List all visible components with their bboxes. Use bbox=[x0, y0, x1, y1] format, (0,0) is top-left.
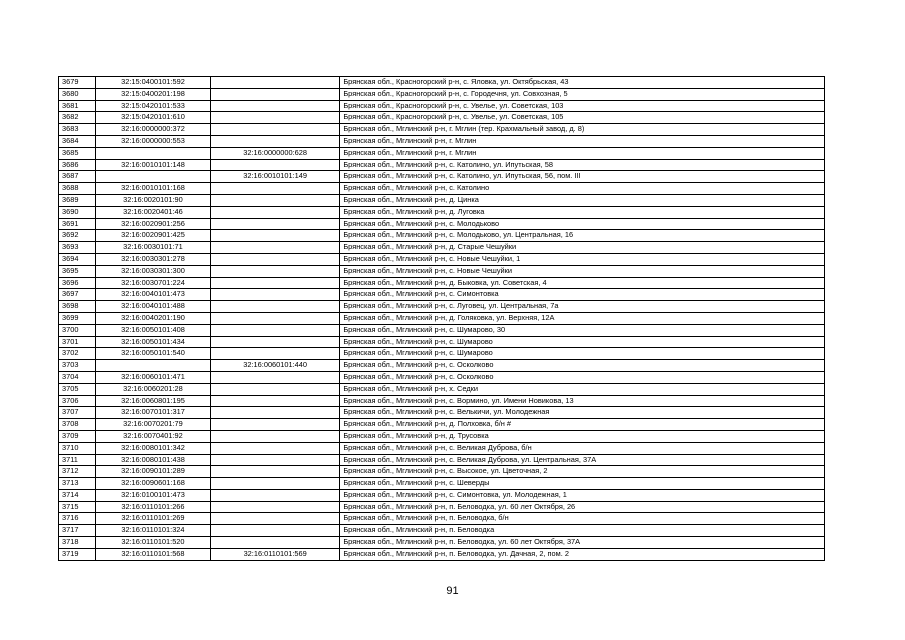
row-number-cell: 3681 bbox=[59, 100, 96, 112]
row-number-cell: 3682 bbox=[59, 112, 96, 124]
address-cell: Брянская обл., Мглинский р-н, с. Шумарово bbox=[340, 348, 825, 360]
row-number-cell: 3696 bbox=[59, 277, 96, 289]
row-number-cell: 3697 bbox=[59, 289, 96, 301]
parent-cadastral-number-cell bbox=[210, 324, 339, 336]
address-cell: Брянская обл., Мглинский р-н, с. Шумарово bbox=[340, 336, 825, 348]
row-number-cell: 3698 bbox=[59, 301, 96, 313]
table-row bbox=[59, 88, 825, 100]
table-row bbox=[59, 430, 825, 442]
cadastral-number-cell: 32:16:0100101:473 bbox=[95, 489, 210, 501]
row-number-cell: 3711 bbox=[59, 454, 96, 466]
row-number-cell: 3685 bbox=[59, 147, 96, 159]
table-row bbox=[59, 513, 825, 525]
address-cell: Брянская обл., Мглинский р-н, д. Быковка, ул. Советская, 4 bbox=[340, 277, 825, 289]
table-row bbox=[59, 218, 825, 230]
parent-cadastral-number-cell bbox=[210, 206, 339, 218]
address-cell: Брянская обл., Мглинский р-н, с. Шеверды bbox=[340, 478, 825, 490]
table-row bbox=[59, 301, 825, 313]
table-row bbox=[59, 489, 825, 501]
parent-cadastral-number-cell bbox=[210, 395, 339, 407]
parent-cadastral-number-cell bbox=[210, 230, 339, 242]
row-number-cell: 3688 bbox=[59, 183, 96, 195]
parent-cadastral-number-cell bbox=[210, 312, 339, 324]
cadastral-number-cell: 32:16:0030101:71 bbox=[95, 242, 210, 254]
table-row bbox=[59, 407, 825, 419]
table-row bbox=[59, 230, 825, 242]
parent-cadastral-number-cell bbox=[210, 489, 339, 501]
address-cell: Брянская обл., Мглинский р-н, с. Вормино, ул. Имени Новикова, 13 bbox=[340, 395, 825, 407]
address-cell: Брянская обл., Мглинский р-н, с. Луговец, ул. Центральная, 7а bbox=[340, 301, 825, 313]
row-number-cell: 3713 bbox=[59, 478, 96, 490]
cadastral-number-cell: 32:16:0010101:168 bbox=[95, 183, 210, 195]
table-row bbox=[59, 478, 825, 490]
parent-cadastral-number-cell bbox=[210, 466, 339, 478]
cadastral-number-cell: 32:16:0030301:300 bbox=[95, 265, 210, 277]
row-number-cell: 3679 bbox=[59, 77, 96, 89]
cadastral-number-cell bbox=[95, 171, 210, 183]
cadastral-number-cell: 32:16:0090601:168 bbox=[95, 478, 210, 490]
table-row bbox=[59, 537, 825, 549]
row-number-cell: 3690 bbox=[59, 206, 96, 218]
table-row bbox=[59, 242, 825, 254]
parent-cadastral-number-cell bbox=[210, 112, 339, 124]
address-cell: Брянская обл., Мглинский р-н, с. Новые Чешуйки bbox=[340, 265, 825, 277]
table-row bbox=[59, 171, 825, 183]
table-row bbox=[59, 194, 825, 206]
row-number-cell: 3691 bbox=[59, 218, 96, 230]
parent-cadastral-number-cell bbox=[210, 301, 339, 313]
parent-cadastral-number-cell bbox=[210, 430, 339, 442]
parent-cadastral-number-cell bbox=[210, 135, 339, 147]
row-number-cell: 3702 bbox=[59, 348, 96, 360]
row-number-cell: 3686 bbox=[59, 159, 96, 171]
address-cell: Брянская обл., Мглинский р-н, с. Осколково bbox=[340, 360, 825, 372]
parent-cadastral-number-cell bbox=[210, 442, 339, 454]
address-cell: Брянская обл., Мглинский р-н, с. Католино, ул. Ипутьская, 58 bbox=[340, 159, 825, 171]
row-number-cell: 3680 bbox=[59, 88, 96, 100]
cadastral-number-cell: 32:16:0050101:540 bbox=[95, 348, 210, 360]
row-number-cell: 3684 bbox=[59, 135, 96, 147]
row-number-cell: 3714 bbox=[59, 489, 96, 501]
address-cell: Брянская обл., Мглинский р-н, с. Великая Дуброва, ул. Центральная, 37А bbox=[340, 454, 825, 466]
row-number-cell: 3716 bbox=[59, 513, 96, 525]
parent-cadastral-number-cell bbox=[210, 194, 339, 206]
table-row bbox=[59, 360, 825, 372]
address-cell: Брянская обл., Мглинский р-н, с. Молодьково bbox=[340, 218, 825, 230]
cadastral-number-cell: 32:16:0000000:372 bbox=[95, 124, 210, 136]
parent-cadastral-number-cell bbox=[210, 277, 339, 289]
address-cell: Брянская обл., Мглинский р-н, п. Беловодка, ул. Дачная, 2, пом. 2 bbox=[340, 548, 825, 560]
cadastral-number-cell: 32:16:0050101:434 bbox=[95, 336, 210, 348]
cadastral-number-cell: 32:16:0090101:289 bbox=[95, 466, 210, 478]
table-row bbox=[59, 348, 825, 360]
address-cell: Брянская обл., Мглинский р-н, с. Молодьково, ул. Центральная, 16 bbox=[340, 230, 825, 242]
row-number-cell: 3694 bbox=[59, 253, 96, 265]
row-number-cell: 3704 bbox=[59, 371, 96, 383]
row-number-cell: 3712 bbox=[59, 466, 96, 478]
parent-cadastral-number-cell bbox=[210, 501, 339, 513]
table-row bbox=[59, 383, 825, 395]
address-cell: Брянская обл., Мглинский р-н, с. Симонтовка bbox=[340, 289, 825, 301]
address-cell: Брянская обл., Мглинский р-н, с. Новые Чешуйки, 1 bbox=[340, 253, 825, 265]
address-cell: Брянская обл., Мглинский р-н, с. Католино, ул. Ипутьская, 56, пом. III bbox=[340, 171, 825, 183]
row-number-cell: 3710 bbox=[59, 442, 96, 454]
row-number-cell: 3689 bbox=[59, 194, 96, 206]
address-cell: Брянская обл., Мглинский р-н, п. Беловодка, ул. 60 лет Октября, 37А bbox=[340, 537, 825, 549]
cadastral-number-cell: 32:16:0040101:488 bbox=[95, 301, 210, 313]
parent-cadastral-number-cell bbox=[210, 513, 339, 525]
parent-cadastral-number-cell bbox=[210, 253, 339, 265]
parent-cadastral-number-cell bbox=[210, 336, 339, 348]
cadastral-number-cell: 32:16:0060101:471 bbox=[95, 371, 210, 383]
cadastral-number-cell: 32:16:0070201:79 bbox=[95, 419, 210, 431]
table-row bbox=[59, 265, 825, 277]
row-number-cell: 3708 bbox=[59, 419, 96, 431]
address-cell: Брянская обл., Мглинский р-н, с. Шумарово, 30 bbox=[340, 324, 825, 336]
table-row bbox=[59, 77, 825, 89]
table-row bbox=[59, 277, 825, 289]
row-number-cell: 3695 bbox=[59, 265, 96, 277]
address-cell: Брянская обл., Мглинский р-н, п. Беловодка, ул. 60 лет Октября, 26 bbox=[340, 501, 825, 513]
row-number-cell: 3700 bbox=[59, 324, 96, 336]
cadastral-number-cell: 32:16:0070401:92 bbox=[95, 430, 210, 442]
parent-cadastral-number-cell bbox=[210, 537, 339, 549]
table-body bbox=[59, 77, 825, 561]
table-row bbox=[59, 135, 825, 147]
cadastral-number-cell: 32:16:0080101:438 bbox=[95, 454, 210, 466]
cadastral-number-cell: 32:16:0020901:425 bbox=[95, 230, 210, 242]
table-row bbox=[59, 525, 825, 537]
table-row bbox=[59, 159, 825, 171]
parent-cadastral-number-cell: 32:16:0010101:149 bbox=[210, 171, 339, 183]
table-row bbox=[59, 147, 825, 159]
table-row bbox=[59, 312, 825, 324]
address-cell: Брянская обл., Мглинский р-н, с. Великая Дуброва, б/н bbox=[340, 442, 825, 454]
parent-cadastral-number-cell bbox=[210, 289, 339, 301]
row-number-cell: 3703 bbox=[59, 360, 96, 372]
parent-cadastral-number-cell bbox=[210, 100, 339, 112]
cadastral-number-cell: 32:16:0010101:148 bbox=[95, 159, 210, 171]
cadastral-number-cell: 32:16:0110101:520 bbox=[95, 537, 210, 549]
table-row bbox=[59, 112, 825, 124]
table-row bbox=[59, 454, 825, 466]
parent-cadastral-number-cell: 32:16:0060101:440 bbox=[210, 360, 339, 372]
parent-cadastral-number-cell: 32:16:0110101:569 bbox=[210, 548, 339, 560]
address-cell: Брянская обл., Мглинский р-н, д. Трусовка bbox=[340, 430, 825, 442]
parent-cadastral-number-cell bbox=[210, 407, 339, 419]
address-cell: Брянская обл., Мглинский р-н, д. Голяковка, ул. Верхняя, 12А bbox=[340, 312, 825, 324]
cadastral-number-cell: 32:16:0060201:28 bbox=[95, 383, 210, 395]
row-number-cell: 3706 bbox=[59, 395, 96, 407]
cadastral-number-cell: 32:16:0030301:278 bbox=[95, 253, 210, 265]
row-number-cell: 3709 bbox=[59, 430, 96, 442]
parent-cadastral-number-cell bbox=[210, 371, 339, 383]
address-cell: Брянская обл., Мглинский р-н, д. Луговка bbox=[340, 206, 825, 218]
cadastral-number-cell: 32:15:0400101:592 bbox=[95, 77, 210, 89]
row-number-cell: 3717 bbox=[59, 525, 96, 537]
row-number-cell: 3687 bbox=[59, 171, 96, 183]
row-number-cell: 3683 bbox=[59, 124, 96, 136]
cadastral-number-cell: 32:16:0020401:46 bbox=[95, 206, 210, 218]
page-number: 91 bbox=[446, 585, 459, 597]
registry-table bbox=[58, 76, 825, 561]
cadastral-number-cell: 32:16:0110101:266 bbox=[95, 501, 210, 513]
row-number-cell: 3705 bbox=[59, 383, 96, 395]
cadastral-number-cell: 32:16:0030701:224 bbox=[95, 277, 210, 289]
address-cell: Брянская обл., Красногорский р-н, с. Увелье, ул. Советская, 105 bbox=[340, 112, 825, 124]
parent-cadastral-number-cell bbox=[210, 454, 339, 466]
row-number-cell: 3718 bbox=[59, 537, 96, 549]
cadastral-number-cell bbox=[95, 147, 210, 159]
parent-cadastral-number-cell: 32:16:0000000:628 bbox=[210, 147, 339, 159]
table-row bbox=[59, 442, 825, 454]
row-number-cell: 3701 bbox=[59, 336, 96, 348]
address-cell: Брянская обл., Мглинский р-н, г. Мглин bbox=[340, 135, 825, 147]
table-row bbox=[59, 183, 825, 195]
row-number-cell: 3692 bbox=[59, 230, 96, 242]
parent-cadastral-number-cell bbox=[210, 265, 339, 277]
address-cell: Брянская обл., Мглинский р-н, д. Старые Чешуйки bbox=[340, 242, 825, 254]
parent-cadastral-number-cell bbox=[210, 419, 339, 431]
row-number-cell: 3707 bbox=[59, 407, 96, 419]
address-cell: Брянская обл., Красногорский р-н, с. Яловка, ул. Октябрьская, 43 bbox=[340, 77, 825, 89]
cadastral-number-cell: 32:16:0110101:324 bbox=[95, 525, 210, 537]
address-cell: Брянская обл., Мглинский р-н, с. Симонтовка, ул. Молодежная, 1 bbox=[340, 489, 825, 501]
cadastral-number-cell: 32:15:0420101:533 bbox=[95, 100, 210, 112]
cadastral-number-cell: 32:16:0080101:342 bbox=[95, 442, 210, 454]
table-row bbox=[59, 466, 825, 478]
address-cell: Брянская обл., Красногорский р-н, с. Увелье, ул. Советская, 103 bbox=[340, 100, 825, 112]
cadastral-number-cell: 32:16:0060801:195 bbox=[95, 395, 210, 407]
table-row bbox=[59, 324, 825, 336]
table-row bbox=[59, 395, 825, 407]
parent-cadastral-number-cell bbox=[210, 183, 339, 195]
address-cell: Брянская обл., Мглинский р-н, с. Велькичи, ул. Молодежная bbox=[340, 407, 825, 419]
row-number-cell: 3719 bbox=[59, 548, 96, 560]
parent-cadastral-number-cell bbox=[210, 218, 339, 230]
table-row bbox=[59, 253, 825, 265]
parent-cadastral-number-cell bbox=[210, 124, 339, 136]
parent-cadastral-number-cell bbox=[210, 478, 339, 490]
cadastral-number-cell: 32:15:0400201:198 bbox=[95, 88, 210, 100]
cadastral-number-cell: 32:16:0050101:408 bbox=[95, 324, 210, 336]
parent-cadastral-number-cell bbox=[210, 242, 339, 254]
address-cell: Брянская обл., Мглинский р-н, д. Цинка bbox=[340, 194, 825, 206]
address-cell: Брянская обл., Мглинский р-н, п. Беловодка bbox=[340, 525, 825, 537]
row-number-cell: 3693 bbox=[59, 242, 96, 254]
address-cell: Брянская обл., Мглинский р-н, д. Полховка, б/н # bbox=[340, 419, 825, 431]
address-cell: Брянская обл., Красногорский р-н, с. Городечня, ул. Совхозная, 5 bbox=[340, 88, 825, 100]
address-cell: Брянская обл., Мглинский р-н, с. Высокое, ул. Цветочная, 2 bbox=[340, 466, 825, 478]
row-number-cell: 3699 bbox=[59, 312, 96, 324]
row-number-cell: 3715 bbox=[59, 501, 96, 513]
parent-cadastral-number-cell bbox=[210, 77, 339, 89]
cadastral-number-cell: 32:16:0040201:190 bbox=[95, 312, 210, 324]
cadastral-number-cell: 32:16:0110101:269 bbox=[95, 513, 210, 525]
table-row bbox=[59, 548, 825, 560]
table-row bbox=[59, 336, 825, 348]
cadastral-number-cell: 32:16:0020901:256 bbox=[95, 218, 210, 230]
table-row bbox=[59, 100, 825, 112]
address-cell: Брянская обл., Мглинский р-н, с. Католино bbox=[340, 183, 825, 195]
address-cell: Брянская обл., Мглинский р-н, с. Осколково bbox=[340, 371, 825, 383]
cadastral-number-cell bbox=[95, 360, 210, 372]
table-row bbox=[59, 371, 825, 383]
parent-cadastral-number-cell bbox=[210, 383, 339, 395]
address-cell: Брянская обл., Мглинский р-н, х. Седки bbox=[340, 383, 825, 395]
cadastral-number-cell: 32:16:0040101:473 bbox=[95, 289, 210, 301]
table-row bbox=[59, 501, 825, 513]
parent-cadastral-number-cell bbox=[210, 525, 339, 537]
address-cell: Брянская обл., Мглинский р-н, г. Мглин bbox=[340, 147, 825, 159]
table-row bbox=[59, 124, 825, 136]
parent-cadastral-number-cell bbox=[210, 88, 339, 100]
cadastral-number-cell: 32:16:0000000:553 bbox=[95, 135, 210, 147]
cadastral-number-cell: 32:16:0020101:90 bbox=[95, 194, 210, 206]
table-row bbox=[59, 289, 825, 301]
address-cell: Брянская обл., Мглинский р-н, г. Мглин (тер. Крахмальный завод, д. 8) bbox=[340, 124, 825, 136]
cadastral-number-cell: 32:15:0420101:610 bbox=[95, 112, 210, 124]
cadastral-number-cell: 32:16:0110101:568 bbox=[95, 548, 210, 560]
address-cell: Брянская обл., Мглинский р-н, п. Беловодка, б/н bbox=[340, 513, 825, 525]
cadastral-number-cell: 32:16:0070101:317 bbox=[95, 407, 210, 419]
parent-cadastral-number-cell bbox=[210, 159, 339, 171]
table-row bbox=[59, 206, 825, 218]
table-row bbox=[59, 419, 825, 431]
parent-cadastral-number-cell bbox=[210, 348, 339, 360]
